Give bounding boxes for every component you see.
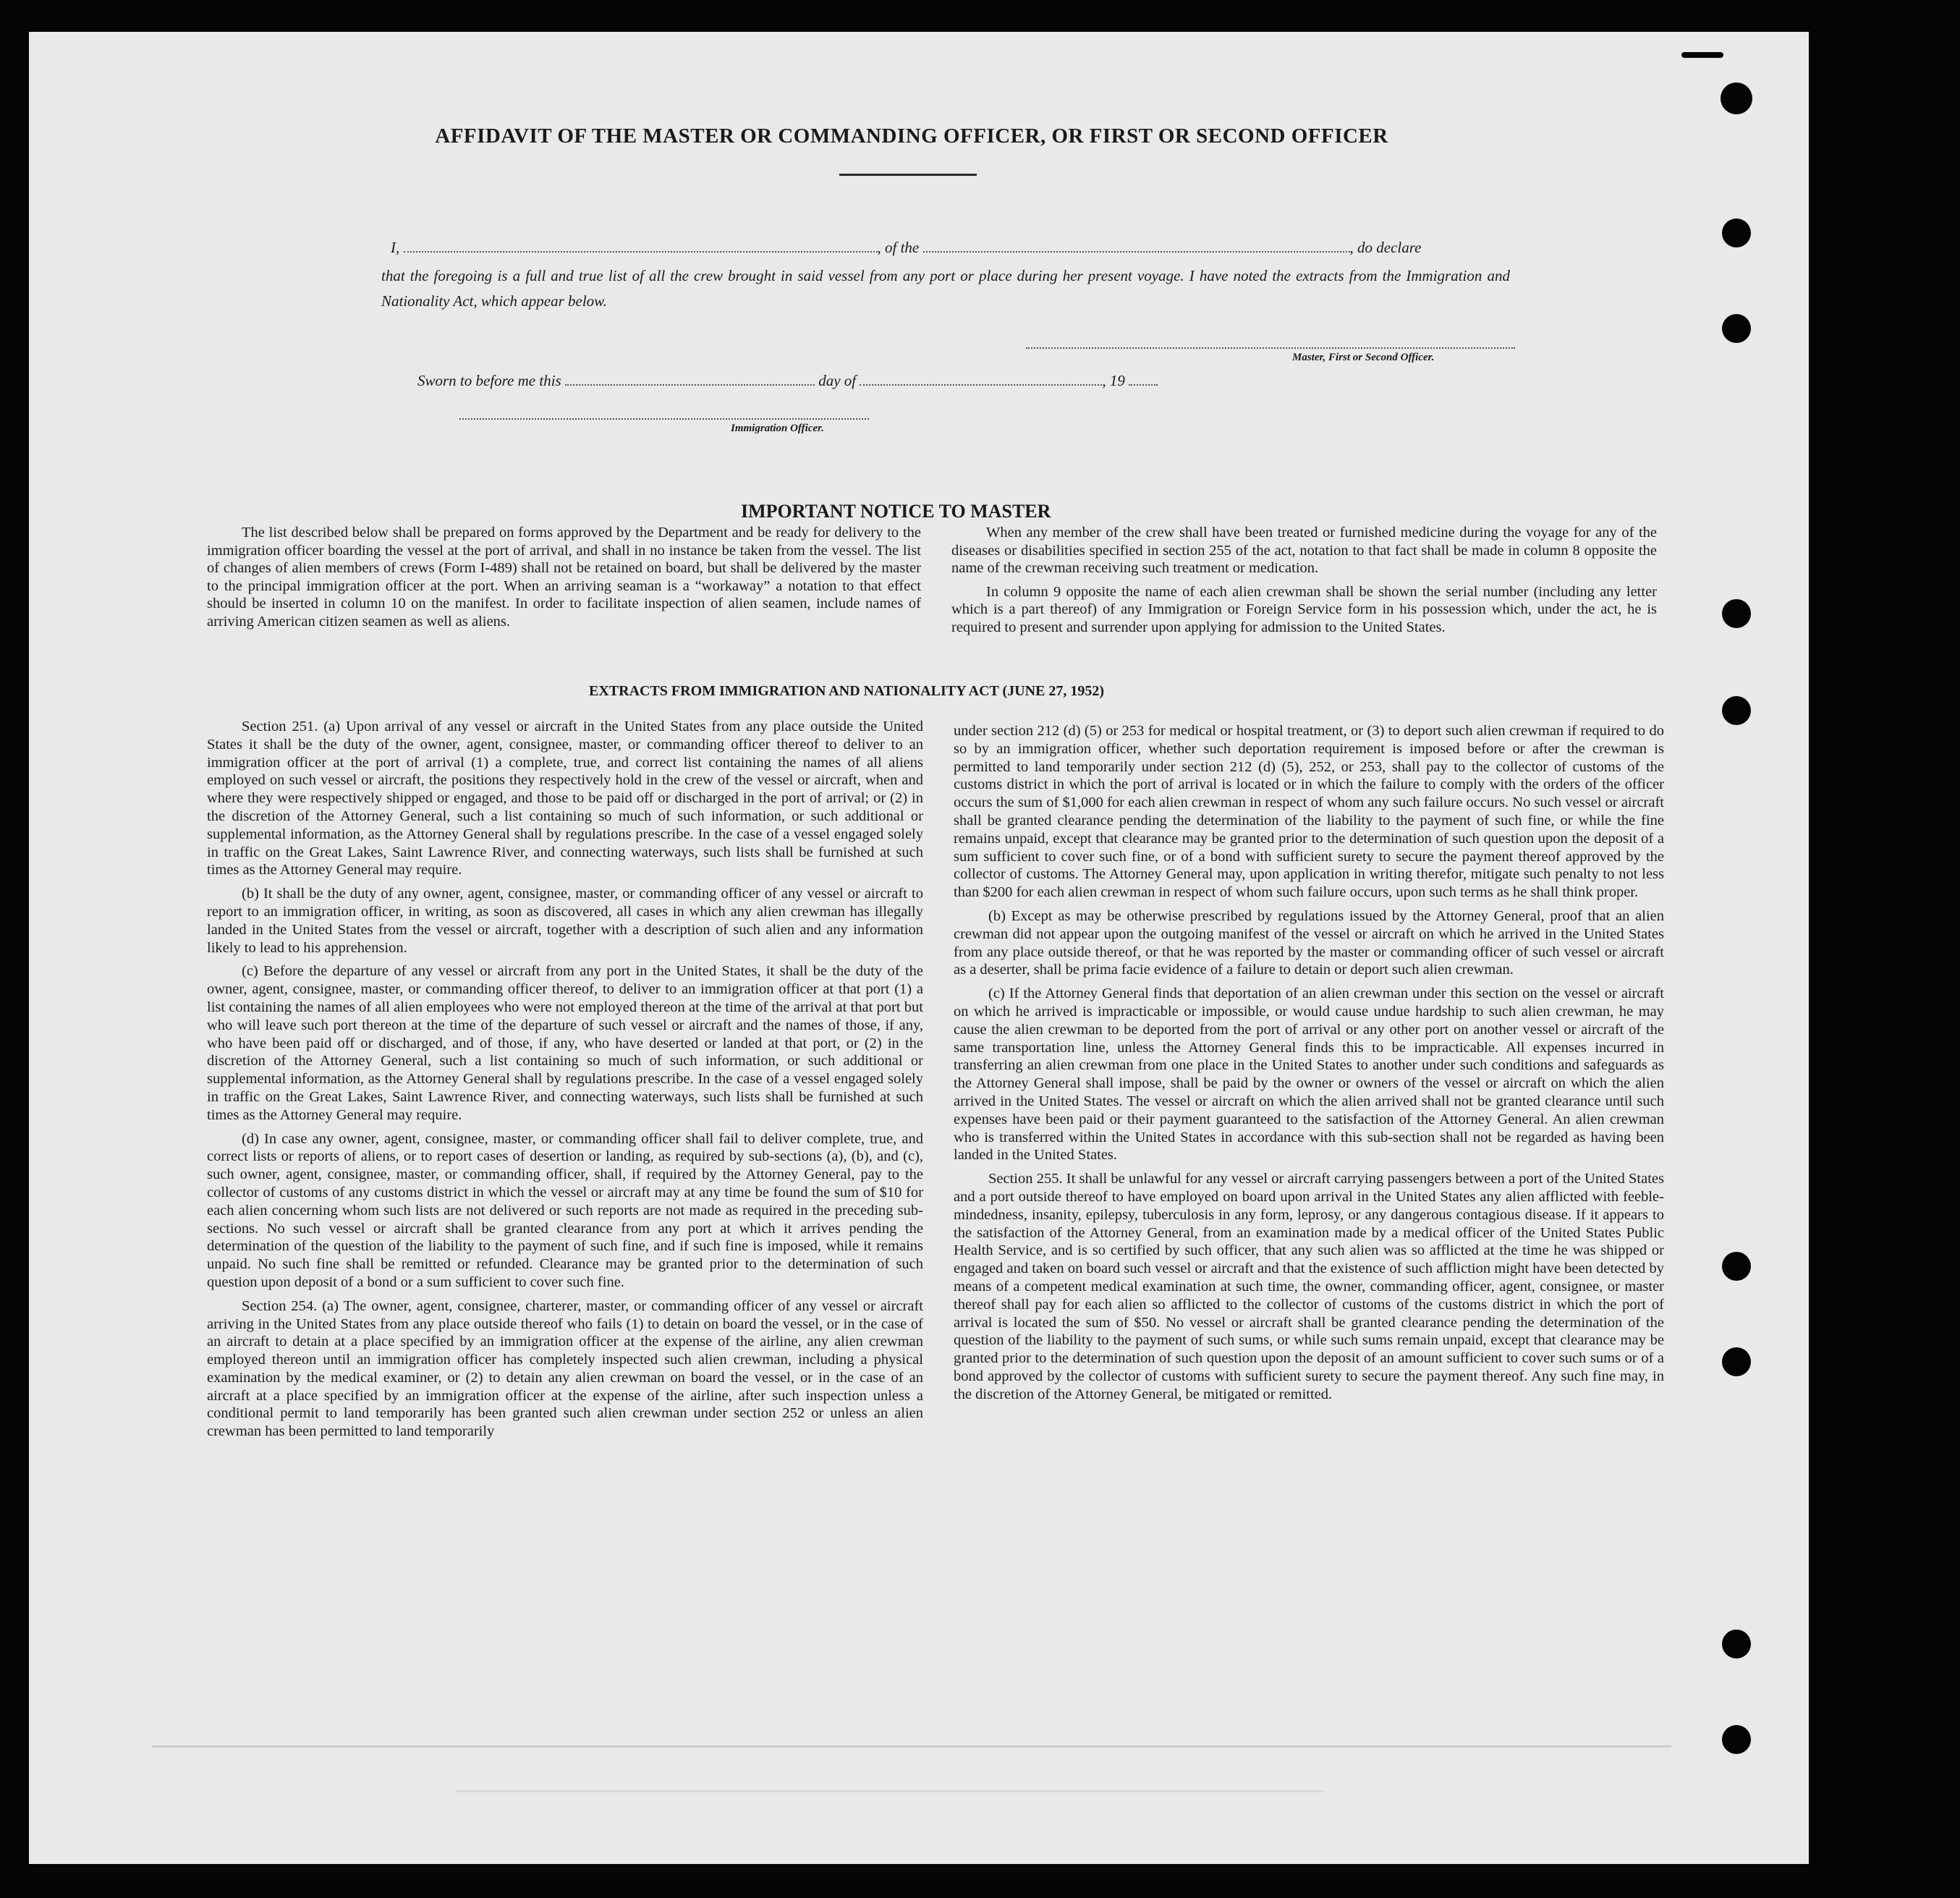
extract-paragraph: (b) It shall be the duty of any owner, agent, consignee, master, or commanding officer of any vessel or aircraft to report to an immigration officer, in writing, as soon as discovered, all cases in which any alien crewman has illegally landed in the United States from the vessel or aircraft, together with a description of such alien and any information likely to lead to his apprehension. [207, 886, 923, 956]
binder-hole [1722, 1252, 1751, 1281]
officer-signature-caption: Immigration Officer. [731, 423, 824, 434]
sworn-line [417, 372, 1158, 390]
notice-right-paragraph-2: In column 9 opposite the name of each alien crewman shall be shown the serial number (including any letter which is a part thereof) of any Immigration or Foreign Service form in his possession which, under the act, he is required to present and surrender upon applying for admission to the United States. [951, 583, 1657, 635]
extracts-heading: EXTRACTS FROM IMMIGRATION AND NATIONALITY ACT (JUNE 27, 1952) [589, 683, 1105, 699]
binder-hole [1722, 1725, 1751, 1754]
extract-paragraph: Section 251. (a) Upon arrival of any vessel or aircraft in the United States from any place outside the United States it shall be the duty of the owner, agent, consignee, master, or commanding officer thereof to deliver to an immigration officer at the port of arrival (1) a complete, true, and correct list containing the names of all aliens employed on such vessel or aircraft, the positions they respectively hold in the crew of the vessel or aircraft, when and where they were respectively shipped or engaged, and those to be paid off or discharged in the port of arrival; or (2) in the discretion of the Attorney General, such a list containing so much of such information, or such additional or supplemental information, as the Attorney General shall by regulations prescribe. In the case of a vessel engaged solely in traffic on the Great Lakes, Saint Lawrence River, and connecting waterways, such lists shall be furnished at such times as the Attorney General may require. [207, 719, 923, 878]
sworn-year: , 19 [1102, 372, 1125, 389]
extract-paragraph: (c) If the Attorney General finds that deportation of an alien crewman under this section on the vessel or aircraft on which he arrived is impracticable or impossible, or would cause undue hardship to such alien crewman, he may cause the alien crewman to be deported from the port of arrival or any other port on another vessel or aircraft of the same transportation line, unless the Attorney General finds this to be impracticable. All expenses incurred in transferring an alien crewman from one place in the United States to another under such conditions and safeguards as the Attorney General shall impose, shall be paid by the owner or owners of the vessel or aircraft on which the alien arrived in the United States. The vessel or aircraft on which the alien arrived shall not be granted clearance until such expenses have been paid or their payment guaranteed to the satisfaction of the Attorney General. An alien crewman who is transferred within the United States in accordance with this sub-section shall not be regarded as having been landed in the United States. [954, 986, 1664, 1164]
extracts-right-column [954, 722, 1664, 1409]
binder-hole [1722, 314, 1751, 343]
binder-hole [1721, 82, 1752, 114]
binder-hole [1722, 599, 1751, 628]
binder-hole [1722, 1630, 1751, 1658]
paper-tear-mark [1681, 52, 1723, 58]
bleed-through-mark [456, 1790, 1324, 1792]
declaration-line [391, 239, 1421, 257]
name-blank [404, 240, 878, 253]
vessel-blank [923, 240, 1350, 253]
sworn-date-blank [565, 373, 815, 386]
master-signature-caption: Master, First or Second Officer. [1292, 352, 1435, 363]
sworn-day-of: day of [818, 372, 857, 389]
notice-heading: IMPORTANT NOTICE TO MASTER [741, 501, 1051, 522]
extracts-left-column [207, 718, 923, 1446]
declaration-of-the: , of the [877, 239, 920, 256]
extract-paragraph: (c) Before the departure of any vessel or aircraft from any port in the United States, it shall be the duty of the owner, agent, consignee, master, or commanding officer thereof, to deliver to an immigration officer at that port (1) a list containing the names of all alien employees who were not employed thereon at the time of the arrival at that port but who will leave such port thereon at the time of the departure of such vessel or aircraft and the names of those, if any, who have been paid off or discharged, and of those, if any, who have deserted or landed at that port, or (2) in the discretion of the Attorney General, such a list containing so much of such information, or such additional or supplemental information, as the Attorney General shall by regulations prescribe. In the case of a vessel engaged solely in traffic on the Great Lakes, Saint Lawrence River, and connecting waterways, such lists shall be furnished at such times as the Attorney General may require. [207, 963, 923, 1123]
title-divider [839, 174, 977, 176]
binder-hole [1722, 696, 1751, 725]
notice-right-column [951, 524, 1657, 642]
binder-hole [1722, 1347, 1751, 1376]
extract-paragraph: Section 255. It shall be unlawful for any vessel or aircraft carrying passengers between a port of the United States and a port outside thereof to have employed on board upon arrival in the United States any alien afflicted with feeble-mindedness, insanity, epilepsy, tuberculosis in any form, leprosy, or any dangerous contagious disease. If it appears to the satisfaction of the Attorney General, from an examination made by a medical officer of the United States Public Health Service, and is so certified by such officer, that any such alien was so afflicted at the time he was shipped or engaged and taken on board such vessel or aircraft and that the existence of such affliction might have been detected by means of a competent medical examination at such time, the owner, commanding officer, agent, consignee, or master thereof shall pay for each alien so afflicted to the collector of customs of the customs district in which the port of arrival is located the sum of $50. No vessel or aircraft shall be granted clearance pending the determination of the question of the liability to the payment of such sums, or while such sums remain unpaid, except that clearance may be granted prior to the determination of such question upon the deposit of an amount sufficient to cover such sums or of a bond approved by the collector of customs with sufficient surety to secure the payment thereof. Any such fine may, in the discretion of the Attorney General, be mitigated or remitted. [954, 1171, 1664, 1402]
binder-hole [1722, 219, 1751, 247]
declaration-i: I, [391, 239, 400, 256]
sworn-prefix: Sworn to before me this [417, 372, 561, 389]
extract-paragraph: under section 212 (d) (5) or 253 for medical or hospital treatment, or (3) to deport such alien crewman if required to do so by an immigration officer, whether such deportation requirement is imposed before or after the crewman is permitted to land temporarily under section 212 (d) (5), 252, or 253, shall pay to the collector of customs of the customs district in which the port of arrival is located or in which the failure to comply with the orders of the officer occurs the sum of $1,000 for each alien crewman in respect of whom any such failure occurs. No such vessel or aircraft shall be granted clearance pending the determination of the liability to the payment of such fine, or while the fine remains unpaid, except that clearance may be granted prior to the determination of such question upon the deposit of a sum sufficient to cover such fine, or of a bond with sufficient surety to secure the payment thereof approved by the collector of customs. The Attorney General may, upon application in writing therefor, mitigate such penalty to not less than $200 for each alien crewman in respect of whom such failure occurs, upon such terms as he shall think proper. [954, 723, 1664, 901]
extract-paragraph: (b) Except as may be otherwise prescribed by regulations issued by the Attorney General, proof that an alien crewman did not appear upon the outgoing manifest of the vessel or aircraft on which he arrived in the United States from any place outside thereof, or that he was reported by the master or commanding officer of such vessel or aircraft as a deserter, shall be prima facie evidence of a failure to detain or deport such alien crewman. [954, 907, 1664, 978]
notice-right-paragraph-1: When any member of the crew shall have been treated or furnished medicine during the voyage for any of the diseases or disabilities specified in section 255 of the act, notation to that fact shall be made in column 8 opposite the name of the crewman receiving such treatment or medication. [951, 525, 1657, 576]
sworn-month-blank [860, 373, 1102, 386]
extract-paragraph: Section 254. (a) The owner, agent, consignee, charterer, master, or commanding officer of any vessel or aircraft arriving in the United States from any place outside thereof who fails (1) to detain on board the vessel, or in the case of an aircraft to detain at a place specified by an immigration officer at the expense of the airline, any alien crewman employed thereon until an immigration officer has completely inspected such alien crewman, including a physical examination by the medical examiner, or (2) to detain any alien crewman on board the vessel, or in the case of an aircraft at a place specified by an immigration officer at the expense of the airline, after such inspection unless a conditional permit to land temporarily has been granted such alien crewman under section 252 or unless an alien crewman has been permitted to land temporarily [207, 1297, 923, 1440]
declaration-statement: that the foregoing is a full and true list of all the crew brought in said vessel from any port or place during her present voyage. I have noted the extracts from the Immigration and Nationality Act, which appear below. [381, 267, 1510, 310]
declaration-do-declare: , do declare [1349, 239, 1422, 256]
sworn-year-blank [1129, 373, 1158, 386]
affidavit-title: AFFIDAVIT OF THE MASTER OR COMMANDING OFFICER, OR FIRST OR SECOND OFFICER [435, 124, 1388, 148]
notice-left-column [207, 524, 921, 636]
notice-left-paragraph: The list described below shall be prepared on forms approved by the Department and be ready for delivery to the immigration officer boarding the vessel at the port of arrival, and shall in no instance be taken from the vessel. The list of changes of alien members of crews (Form I-489) shall not be retained on board, but shall be delivered by the master to the principal immigration officer at the port. When an arriving seaman is a “workaway” a notation to that effect should be inserted in column 10 on the manifest. In order to facilitate inspection of alien seamen, include names of arriving American citizen seamen as well as aliens. [207, 525, 921, 630]
document-page [29, 32, 1809, 1864]
officer-signature-line [459, 418, 869, 420]
extract-paragraph: (d) In case any owner, agent, consignee, master, or commanding officer shall fail to deliver complete, true, and correct lists or reports of aliens, or to report cases of desertion or landing, as required by sub-sections (a), (b), and (c), such owner, agent, consignee, master, or commanding officer, shall, if required by the Attorney General, pay to the collector of customs of any customs district in which the vessel or aircraft may at any time be found the sum of $10 for each alien concerning whom such lists are not delivered or such reports are not made as required in the preceding sub-sections. No such vessel or aircraft shall be granted clearance from any port at which it arrives pending the determination of the question of the liability to the payment of such fine, and if such fine is imposed, while it remains unpaid. No such fine shall be remitted or refunded. Clearance may be granted prior to the determination of such question upon deposit of a bond or a sum sufficient to cover such fine. [207, 1130, 923, 1290]
master-signature-line [1026, 347, 1515, 349]
bleed-through-mark [152, 1745, 1671, 1747]
